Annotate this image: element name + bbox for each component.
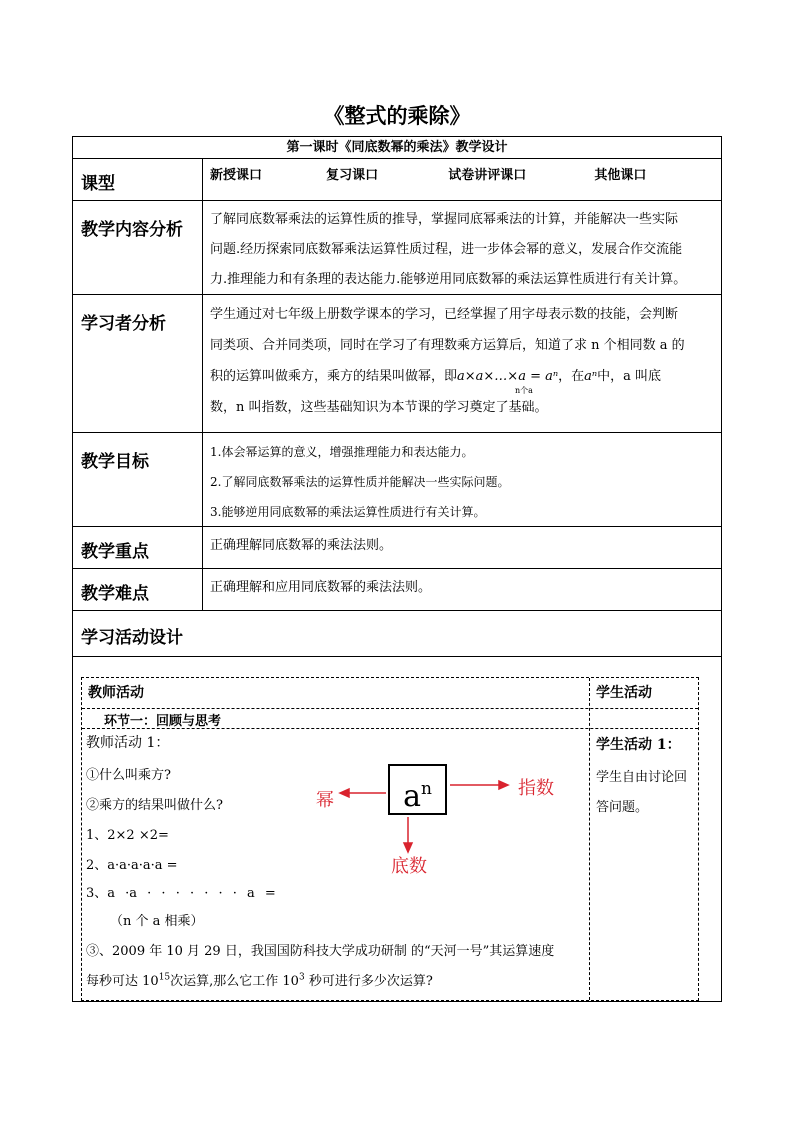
course-type-label: 课型: [73, 159, 203, 200]
arrowhead-power: [340, 789, 349, 797]
lesson-subtitle: 第一课时《同底数幂的乘法》教学设计: [286, 140, 508, 155]
question-item: （n 个 a 相乘）: [110, 914, 204, 929]
student-activity-header: 学生活动: [596, 685, 652, 701]
arrowhead-base: [404, 843, 412, 852]
question-text: 次运算,那么它工作 10: [170, 974, 299, 989]
document-title: 《整式的乘除》: [323, 103, 471, 128]
course-type-option-other: 其他课口: [594, 168, 647, 183]
key-points-text: 正确理解同底数幂的乘法法则。: [210, 538, 393, 553]
section-title: 环节一：回顾与思考: [104, 714, 222, 729]
difficulties-text: 正确理解和应用同底数幂的乘法法则。: [210, 580, 432, 595]
question-item: ②乘方的结果叫做什么?: [86, 798, 223, 813]
learner-line3-mid: ，在: [558, 369, 585, 384]
difficulties-label: 教学难点: [73, 569, 203, 610]
course-type-option-exam: 试卷讲评课口: [448, 168, 527, 183]
content-analysis-line: 了解同底数幂乘法的运算性质的推导，掌握同底幂乘法的计算，并能解决一些实际: [210, 212, 679, 227]
objective-item: 3.能够逆用同底数幂的乘法运算性质进行有关计算。: [210, 505, 486, 519]
course-type-option-new: 新授课口: [210, 168, 263, 183]
power-expression: aⁿ: [584, 369, 598, 384]
learner-line3-suffix: 中，a 叫底: [597, 369, 662, 384]
arrowhead-exponent: [499, 781, 508, 789]
learner-analysis-line: 学生通过对七年级上册数学课本的学习，已经掌握了用字母表示数的技能，会判断: [210, 307, 679, 322]
course-type-option-review: 复习课口: [326, 168, 379, 183]
learner-line3-prefix: 积的运算叫做乘方，乘方的结果叫做幂，即: [210, 369, 458, 384]
exponent-15: 15: [158, 972, 171, 983]
teacher-activity-header: 教师活动: [88, 685, 144, 701]
teacher-activity-title: 教师活动 1：: [86, 735, 170, 751]
label-power: 幂: [316, 790, 334, 811]
student-activity-line: 答问题。: [596, 800, 649, 815]
question-item: ①什么叫乘方?: [86, 768, 171, 783]
objective-item: 1.体会幂运算的意义，增强推理能力和表达能力。: [210, 445, 474, 459]
question-text: 秒可进行多少次运算?: [304, 974, 433, 989]
question-text: 每秒可达 10: [86, 974, 159, 989]
power-base: a: [403, 779, 421, 814]
key-points-label: 教学重点: [73, 527, 203, 568]
question-item: 2、a·a·a·a·a =: [86, 858, 178, 873]
content-analysis-line: 力.推理能力和有条理的表达能力.能够逆用同底数幂的乘法运算性质进行有关计算。: [210, 272, 687, 287]
exponent-3: 3: [298, 972, 305, 983]
learner-analysis-line: 数，n 叫指数，这些基础知识为本节课的学习奠定了基础。: [210, 400, 548, 415]
label-base: 底数: [391, 856, 427, 877]
power-exponent: n: [420, 779, 432, 799]
student-activity-line: 学生自由讨论回: [596, 770, 688, 785]
content-analysis-line: 问题.经历探索同底数幂乘法运算性质过程，进一步体会幂的意义，发展合作交流能: [210, 242, 683, 257]
power-formula: a×a×…×a = aⁿ: [457, 369, 559, 384]
learner-analysis-line: 同类项、合并同类项，同时在学习了有理数乘方运算后，知道了求 n 个相同数 a 的: [210, 338, 685, 353]
label-exponent: 指数: [518, 778, 554, 799]
objectives-label: 教学目标: [73, 433, 203, 526]
objective-item: 2.了解同底数幂乘法的运算性质并能解决一些实际问题。: [210, 475, 510, 489]
question-item: ③、2009 年 10 月 29 日，我国国防科技大学成功研制 的“天河一号”其运算速度: [86, 944, 555, 959]
learner-analysis-label: 学习者分析: [73, 295, 203, 432]
content-analysis-label: 教学内容分析: [73, 201, 203, 294]
activity-design-label: 学习活动设计: [81, 628, 183, 648]
formula-subscript: n个a: [515, 386, 533, 395]
question-item: 1、2×2 ×2=: [86, 828, 169, 843]
student-activity-title: 学生活动 1：: [596, 737, 681, 753]
question-item: 3、a ·a · · · · · · · a =: [86, 886, 276, 901]
